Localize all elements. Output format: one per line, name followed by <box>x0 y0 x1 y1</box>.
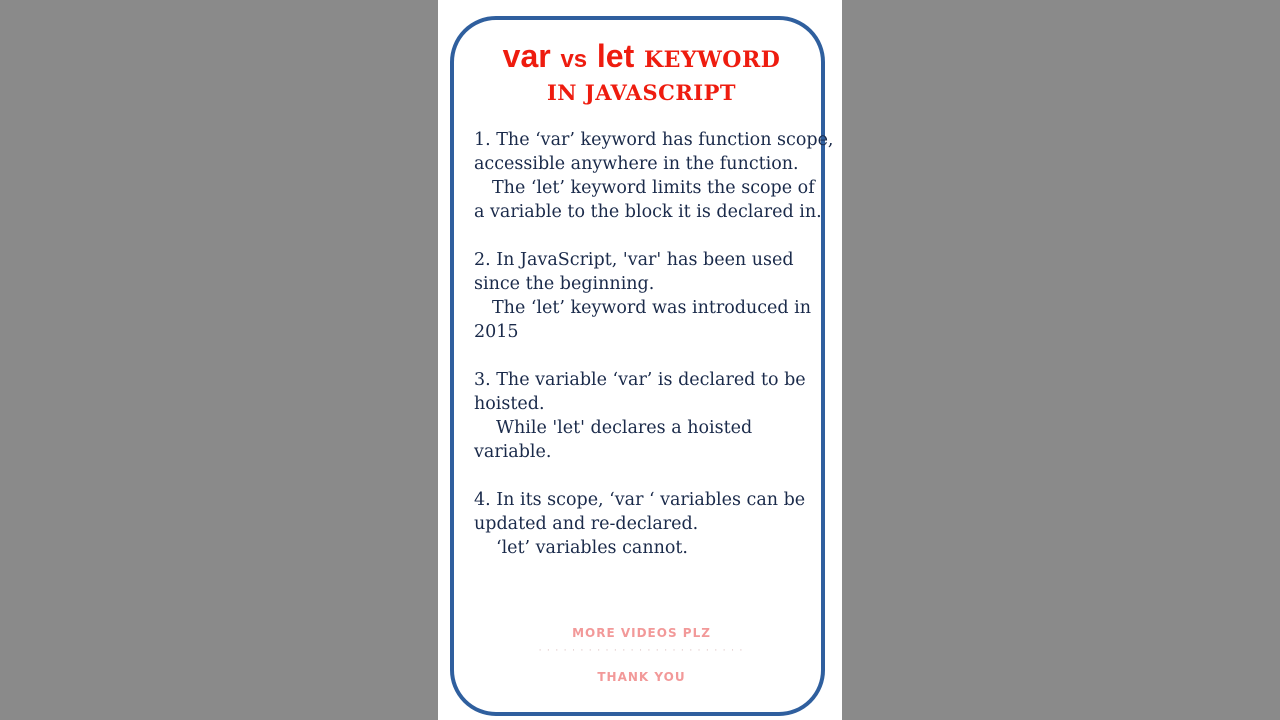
left-blur-background <box>0 0 438 720</box>
point-line: 1. The ‘var’ keyword has function scope, <box>474 130 834 150</box>
point-line: since the beginning. <box>474 274 655 294</box>
point-line: updated and re-declared. <box>474 514 699 534</box>
content-panel <box>438 0 842 720</box>
point-3 <box>474 368 819 464</box>
point-line: variable. <box>474 442 552 462</box>
point-1 <box>474 128 834 224</box>
right-blur-background <box>842 0 1280 720</box>
title-vs: vs <box>560 46 588 73</box>
point-2 <box>474 248 819 344</box>
point-line: 3. The variable ‘var’ is declared to be <box>474 370 806 390</box>
footer-dots: · · · · · · · · · · · · · · · · · · · · · · · · · <box>538 647 745 654</box>
comparison-points <box>474 128 834 584</box>
thank-you-text: THANK YOU <box>597 670 686 684</box>
point-line: 2. In JavaScript, 'var' has been used <box>474 250 794 270</box>
title-line-2: IN JAVASCRIPT <box>546 80 737 105</box>
point-4 <box>474 488 819 560</box>
point-line: The ‘let’ keyword was introduced in <box>492 298 812 318</box>
title-let: let <box>596 38 635 74</box>
point-line: 2015 <box>474 322 519 342</box>
point-line: The ‘let’ keyword limits the scope of <box>492 178 815 198</box>
point-line: ‘let’ variables cannot. <box>496 538 688 558</box>
point-line: While 'let' declares a hoisted <box>496 418 753 438</box>
title-keyword: KEYWORD <box>644 47 781 73</box>
rounded-border-frame <box>450 16 834 716</box>
title-line-1 <box>454 40 829 72</box>
point-line: accessible anywhere in the function. <box>474 154 799 174</box>
point-line: 4. In its scope, ‘var ‘ variables can be <box>474 490 806 510</box>
point-line: hoisted. <box>474 394 545 414</box>
point-line: a variable to the block it is declared in. <box>474 202 822 222</box>
more-videos-text: MORE VIDEOS PLZ <box>572 626 711 640</box>
page-title <box>454 40 829 103</box>
title-var: var <box>502 38 551 74</box>
